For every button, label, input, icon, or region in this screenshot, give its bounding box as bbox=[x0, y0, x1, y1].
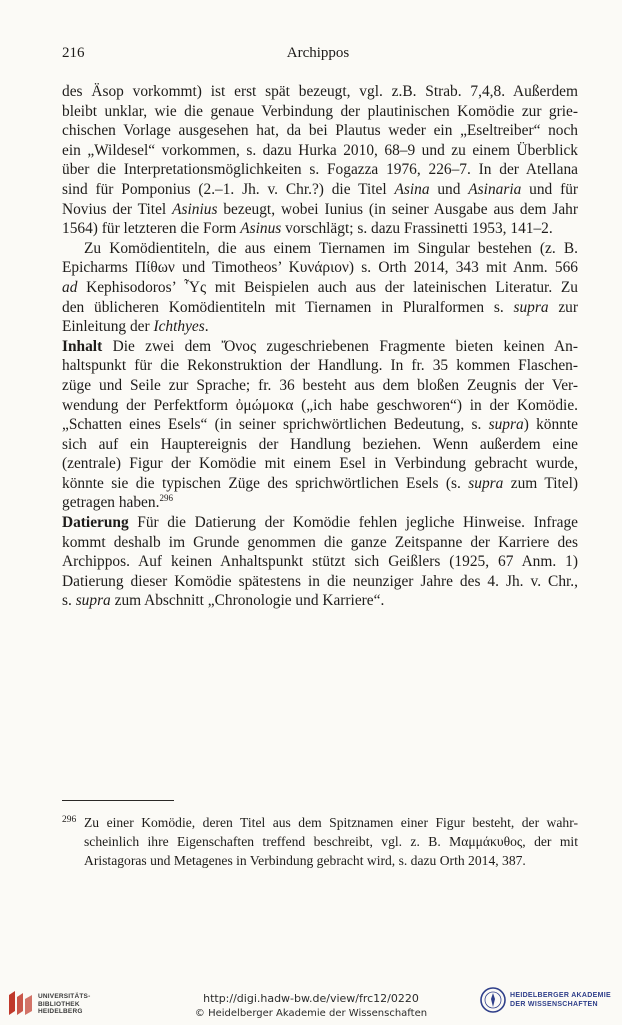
text-segment: vorschlägt; s. dazu Frassinetti 1953, 141–2. bbox=[281, 220, 553, 238]
text-line: sich auf ein Hauptereignis der Handlung beziehen. Wenn außerdem eine bbox=[62, 435, 578, 453]
library-line: BIBLIOTHEK bbox=[38, 1000, 80, 1008]
section-inhalt bbox=[62, 337, 578, 513]
footnote-line: Zu einer Komödie, deren Titel aus dem Spitznamen einer Figur besteht, der wahr- bbox=[84, 815, 578, 830]
academy-line: HEIDELBERGER AKADEMIE bbox=[510, 992, 611, 999]
page-number: 216 bbox=[62, 45, 85, 61]
title-asinaria: Asinaria bbox=[468, 180, 522, 198]
text-segment: Einleitung der bbox=[62, 318, 154, 336]
text-segment: könnte sie die typischen Züge des sprichwörtlichen Esels (s. bbox=[62, 474, 469, 492]
text-line: Datierung dieser Komödie spätestens in die neunziger Jahre des 4. Jh. v. Chr., bbox=[62, 572, 578, 590]
library-line: UNIVERSITÄTS- bbox=[38, 993, 91, 1000]
text-line: Archippos. Auf keinen Anhaltspunkt stützt sich Geißlers (1925, 67 Anm. 1) bbox=[62, 553, 578, 571]
body-text bbox=[62, 82, 578, 611]
text-line: haltspunkt für die Rekonstruktion der Handlung. In fr. 35 kommen Flaschen- bbox=[62, 357, 578, 375]
title-asinus: Asinus bbox=[240, 220, 282, 238]
text-line: Epicharms Πίθων und Timotheos’ Κυνάριον) s. Orth 2014, 343 mit Anm. 566 bbox=[62, 259, 578, 277]
text-line: ein „Wildesel“ vorkommen, s. dazu Hurka 2010, 68–9 und zu einem Überblick bbox=[62, 141, 578, 159]
text-line: (zentrale) Figur der Komödie mit einem Esel in Verbindung gebracht wurde, bbox=[62, 455, 578, 473]
text-segment: und bbox=[429, 180, 469, 198]
text-segment: Novius der Titel bbox=[62, 200, 173, 218]
library-line: HEIDELBERG bbox=[38, 1008, 83, 1015]
text-supra: supra bbox=[513, 298, 549, 316]
text-segment: ) könnte bbox=[523, 416, 578, 434]
text-line: chischen Vorlage ausgesehen hat, da bei Plautus weder ein „Eseltreiber“ noch bbox=[62, 122, 578, 140]
paragraph-comedy-titles bbox=[62, 239, 578, 337]
footnote-body bbox=[84, 813, 578, 870]
text-line bbox=[62, 200, 578, 220]
footnote-line: Aristagoras und Metagenes in Verbindung gebracht wird, s. dazu Orth 2014, 387. bbox=[84, 853, 526, 868]
copyright-notice: © Heidelberger Akademie der Wissenschaften bbox=[194, 1008, 428, 1019]
text-supra: supra bbox=[488, 416, 524, 434]
text-line bbox=[62, 317, 578, 337]
text-segment: den üblicheren Komödientiteln mit Tiernamen in Pluralformen s. bbox=[62, 298, 514, 316]
text-line bbox=[62, 474, 578, 494]
footnote-mark: 296 bbox=[62, 815, 77, 825]
text-supra: supra bbox=[75, 592, 111, 610]
text-ad: ad bbox=[62, 278, 78, 296]
section-datierung bbox=[62, 513, 578, 611]
permalink-url[interactable]: http://digi.hadw-bw.de/view/frc12/0220 bbox=[203, 992, 419, 1005]
title-asina: Asina bbox=[394, 180, 430, 198]
text-segment: zum Abschnitt „Chronologie und Karriere“. bbox=[110, 592, 385, 610]
text-segment: Die zwei dem Ὄνος zugeschriebenen Fragmente bieten keinen An- bbox=[102, 337, 578, 355]
text-segment: zur bbox=[548, 298, 579, 316]
title-asinius: Asinius bbox=[172, 200, 218, 218]
text-line bbox=[62, 513, 578, 533]
text-segment: „Schatten eines Esels“ (in seiner sprichwörtlichen Bedeutung, s. bbox=[62, 416, 489, 434]
text-segment: sind für Pomponius (2.–1. Jh. v. Chr.?) die Titel bbox=[62, 180, 395, 198]
text-line: züge und Seile zur Sprache; fr. 36 besteht aus dem bloßen Zeugnis der Ver- bbox=[62, 376, 578, 394]
text-segment: getragen haben. bbox=[62, 494, 160, 512]
text-line: des Äsop vorkommt) ist erst spät bezeugt, vgl. z.B. Strab. 7,4,8. Außerdem bbox=[62, 83, 578, 100]
academy-seal-icon bbox=[480, 987, 506, 1013]
section-heading-inhalt: Inhalt bbox=[62, 337, 103, 355]
footnote-reference[interactable]: 296 bbox=[159, 493, 173, 504]
text-line: über die Interpretationsmöglichkeiten s. Fogazza 1976, 226–7. In der Atellana bbox=[62, 161, 578, 179]
text-supra: supra bbox=[468, 474, 504, 492]
title-ichthyes: Ichthyes bbox=[153, 318, 205, 336]
text-line bbox=[62, 337, 578, 357]
text-line: Zu Komödientiteln, die aus einem Tiernamen im Singular bestehen (z. B. bbox=[84, 239, 578, 257]
text-segment: s. bbox=[62, 592, 76, 610]
text-line bbox=[62, 219, 578, 239]
text-segment: und für bbox=[521, 180, 579, 198]
footnote-divider bbox=[62, 800, 174, 801]
academy-label bbox=[510, 991, 611, 1009]
running-title: Archippos bbox=[286, 45, 350, 61]
paragraph-esel-context bbox=[62, 82, 578, 239]
text-segment: bezeugt, wobei Iunius (in seiner Ausgabe aus dem Jahr bbox=[217, 200, 578, 218]
text-line bbox=[62, 180, 578, 200]
section-heading-datierung: Datierung bbox=[62, 514, 129, 532]
text-segment: 1564) für letzteren die Form bbox=[62, 220, 241, 238]
text-line bbox=[62, 415, 578, 435]
text-line bbox=[62, 591, 578, 611]
text-line bbox=[62, 278, 578, 298]
footnote-line: scheinlich ihre Eigenschaften treffend beschreibt, vgl. z. B. Μαμμάκυθος, der mit bbox=[84, 834, 578, 849]
text-segment: zum Titel) bbox=[503, 474, 578, 492]
text-line bbox=[62, 298, 578, 318]
academy-line: DER WISSENSCHAFTEN bbox=[510, 1001, 598, 1008]
text-segment: . bbox=[204, 318, 209, 336]
text-line: bleibt unklar, wie die genaue Verbindung der plautinischen Komödie zur grie- bbox=[62, 102, 578, 120]
text-segment: Kephisodoros’ Ὗς mit Beispielen auch aus der lateinischen Literatur. Zu bbox=[77, 278, 578, 296]
text-line: wendung der Perfektform ὀμώμοκα („ich habe geschworen“) in der Komödie. bbox=[62, 396, 578, 414]
text-line bbox=[62, 493, 578, 513]
footnote-296 bbox=[62, 813, 578, 870]
viewer-footer bbox=[0, 975, 622, 1025]
text-line: kommt deshalb im Grunde genommen die ganze Zeitspanne der Karriere des bbox=[62, 533, 578, 551]
text-segment: Für die Datierung der Komödie fehlen jegliche Hinweise. Infrage bbox=[128, 514, 578, 532]
